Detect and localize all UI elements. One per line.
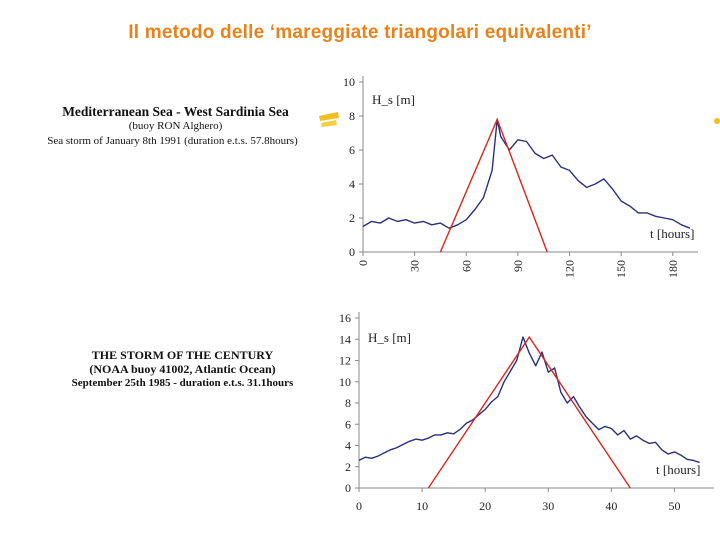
- y-tick-label: 2: [345, 459, 351, 474]
- caption-title: Mediterranean Sea - West Sardinia Sea: [62, 104, 289, 119]
- caption-buoy: (buoy RON Alghero): [128, 120, 223, 132]
- y-tick-label: 4: [349, 177, 355, 191]
- y-axis-label: H_s [m]: [372, 92, 415, 107]
- x-tick-label: 30: [407, 260, 422, 272]
- x-tick-label: 60: [459, 260, 474, 272]
- x-tick-label: 120: [562, 260, 577, 278]
- y-tick-label: 12: [339, 353, 351, 368]
- observed-wave-height-line: [359, 337, 700, 462]
- caption-date: September 25th 1985 - duration e.t.s. 31.1hours: [71, 377, 294, 389]
- y-tick-label: 0: [349, 245, 355, 259]
- y-tick-label: 14: [339, 332, 351, 347]
- y-tick-label: 10: [343, 75, 355, 89]
- x-axis-label: t [hours]: [650, 226, 695, 241]
- x-tick-label: 40: [605, 499, 618, 513]
- caption-date: Sea storm of January 8th 1991 (duration e.t.s. 57.8hours): [47, 135, 298, 147]
- y-tick-label: 6: [349, 143, 355, 157]
- y-tick-label: 6: [345, 417, 351, 432]
- y-tick-label: 8: [349, 109, 355, 123]
- y-tick-label: 0: [345, 481, 351, 495]
- x-tick-label: 150: [614, 260, 629, 278]
- x-tick-label: 20: [479, 499, 492, 513]
- y-tick-label: 16: [339, 311, 351, 325]
- x-tick-label: 50: [668, 499, 681, 513]
- y-tick-label: 2: [349, 211, 355, 225]
- x-axis-label: t [hours]: [656, 462, 701, 477]
- y-axis-label: H_s [m]: [368, 330, 411, 345]
- equivalent-triangle-line: [428, 337, 630, 488]
- x-tick-label: 10: [416, 499, 429, 513]
- y-tick-label: 10: [339, 374, 351, 389]
- x-tick-label: 180: [665, 260, 680, 278]
- caption-title: THE STORM OF THE CENTURY: [91, 348, 274, 362]
- slide-title: Il metodo delle ‘mareggiate triangolari equivalenti’: [128, 22, 592, 43]
- x-tick-label: 0: [356, 260, 370, 266]
- x-tick-label: 0: [356, 499, 362, 513]
- y-tick-label: 4: [345, 438, 351, 453]
- x-tick-label: 30: [542, 499, 555, 513]
- caption-buoy: (NOAA buoy 41002, Atlantic Ocean): [89, 362, 276, 376]
- y-tick-label: 8: [345, 396, 351, 410]
- x-tick-label: 90: [510, 260, 525, 272]
